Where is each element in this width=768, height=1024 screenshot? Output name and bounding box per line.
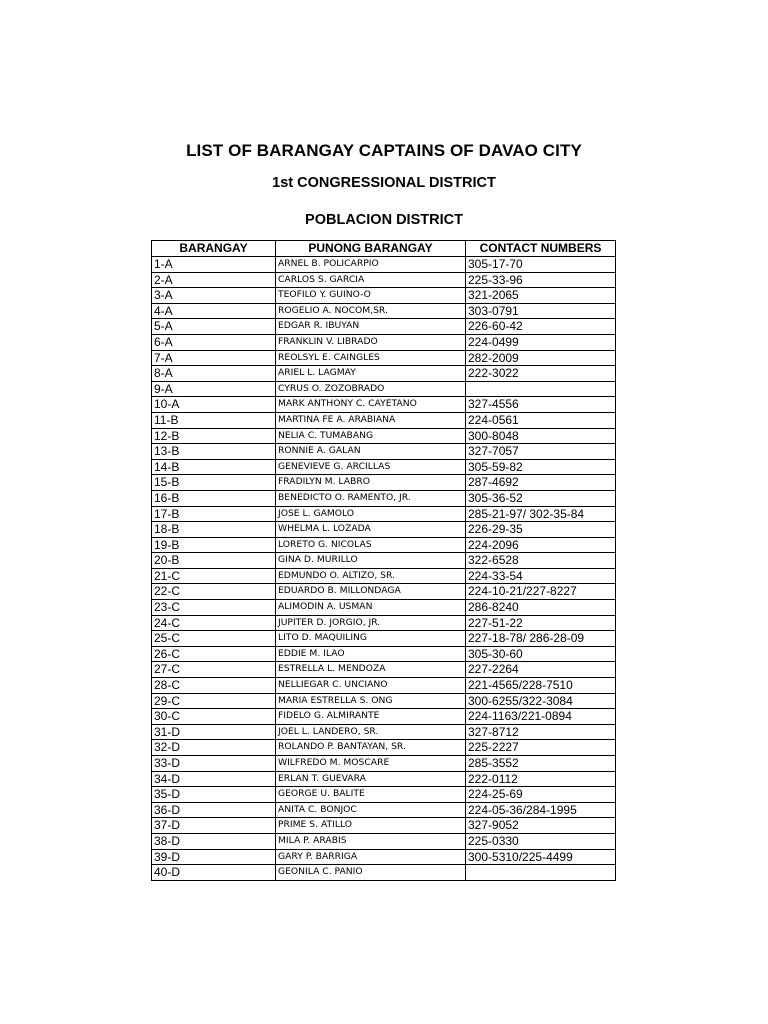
- barangay-cell: 10-A: [152, 397, 276, 413]
- table-row: [152, 537, 616, 553]
- barangay-cell: 1-A: [152, 257, 276, 273]
- punong-barangay-cell: NELLIEGAR C. UNCIANO: [276, 678, 466, 694]
- congressional-district-heading: 1st CONGRESSIONAL DISTRICT: [272, 175, 496, 191]
- table-row: [152, 303, 616, 319]
- punong-barangay-cell: BENEDICTO O. RAMENTO, JR.: [276, 490, 466, 506]
- punong-barangay-cell: ROLANDO P. BANTAYAN, SR.: [276, 740, 466, 756]
- table-row: [152, 444, 616, 460]
- punong-barangay-cell: FRADILYN M. LABRO: [276, 475, 466, 491]
- barangay-captains-table: [151, 240, 616, 881]
- punong-barangay-cell: ERLAN T. GUEVARA: [276, 771, 466, 787]
- table-row: [152, 584, 616, 600]
- barangay-cell: 22-C: [152, 584, 276, 600]
- table-row: [152, 600, 616, 616]
- table-row: [152, 865, 616, 881]
- contact-number-cell: 285-21-97/ 302-35-84: [466, 506, 616, 522]
- barangay-cell: 31-D: [152, 724, 276, 740]
- table-row: [152, 740, 616, 756]
- contact-number-cell: 224-25-69: [466, 787, 616, 803]
- table-body: [152, 257, 616, 881]
- barangay-cell: 4-A: [152, 303, 276, 319]
- barangay-cell: 23-C: [152, 600, 276, 616]
- punong-barangay-cell: FRANKLIN V. LIBRADO: [276, 334, 466, 350]
- punong-barangay-cell: CYRUS O. ZOZOBRADO: [276, 381, 466, 397]
- punong-barangay-cell: TEOFILO Y. GUINO-O: [276, 288, 466, 304]
- contact-number-cell: 285-3552: [466, 756, 616, 772]
- barangay-cell: 6-A: [152, 334, 276, 350]
- table-header-row: [152, 241, 616, 257]
- punong-barangay-cell: ANITA C. BONJOC: [276, 802, 466, 818]
- barangay-cell: 15-B: [152, 475, 276, 491]
- contact-number-cell: 226-60-42: [466, 319, 616, 335]
- barangay-cell: 28-C: [152, 678, 276, 694]
- contact-number-cell: 227-51-22: [466, 615, 616, 631]
- district-heading: POBLACION DISTRICT: [305, 212, 463, 228]
- column-header-contact-numbers: CONTACT NUMBERS: [466, 241, 616, 257]
- table-row: [152, 459, 616, 475]
- contact-number-cell: 224-05-36/284-1995: [466, 802, 616, 818]
- contact-number-cell: 221-4565/228-7510: [466, 678, 616, 694]
- contact-number-cell: 287-4692: [466, 475, 616, 491]
- column-header-punong-barangay: PUNONG BARANGAY: [276, 241, 466, 257]
- punong-barangay-cell: MARK ANTHONY C. CAYETANO: [276, 397, 466, 413]
- punong-barangay-cell: ALIMODIN A. USMAN: [276, 600, 466, 616]
- contact-number-cell: 227-18-78/ 286-28-09: [466, 631, 616, 647]
- contact-number-cell: 321-2065: [466, 288, 616, 304]
- barangay-cell: 16-B: [152, 490, 276, 506]
- punong-barangay-cell: RONNIE A. GALAN: [276, 444, 466, 460]
- column-header-barangay: BARANGAY: [152, 241, 276, 257]
- punong-barangay-cell: FIDELO G. ALMIRANTE: [276, 709, 466, 725]
- barangay-cell: 25-C: [152, 631, 276, 647]
- punong-barangay-cell: PRIME S. ATILLO: [276, 818, 466, 834]
- punong-barangay-cell: WHELMA L. LOZADA: [276, 522, 466, 538]
- table-row: [152, 272, 616, 288]
- table-row: [152, 833, 616, 849]
- table-row: [152, 568, 616, 584]
- contact-number-cell: 327-4556: [466, 397, 616, 413]
- contact-number-cell: 305-36-52: [466, 490, 616, 506]
- punong-barangay-cell: JUPITER D. JORGIO, JR.: [276, 615, 466, 631]
- punong-barangay-cell: GENEVIEVE G. ARCILLAS: [276, 459, 466, 475]
- contact-number-cell: 226-29-35: [466, 522, 616, 538]
- table-row: [152, 678, 616, 694]
- contact-number-cell: 300-6255/322-3084: [466, 693, 616, 709]
- barangay-cell: 35-D: [152, 787, 276, 803]
- document-title: LIST OF BARANGAY CAPTAINS OF DAVAO CITY: [186, 141, 582, 160]
- table-row: [152, 319, 616, 335]
- punong-barangay-cell: MARTINA FE A. ARABIANA: [276, 412, 466, 428]
- punong-barangay-cell: ESTRELLA L. MENDOZA: [276, 662, 466, 678]
- table-row: [152, 475, 616, 491]
- punong-barangay-cell: GARY P. BARRIGA: [276, 849, 466, 865]
- table-row: [152, 646, 616, 662]
- punong-barangay-cell: EDDIE M. ILAO: [276, 646, 466, 662]
- contact-number-cell: 224-2096: [466, 537, 616, 553]
- table-row: [152, 615, 616, 631]
- contact-number-cell: 225-0330: [466, 833, 616, 849]
- contact-number-cell: 322-6528: [466, 553, 616, 569]
- table-row: [152, 334, 616, 350]
- punong-barangay-cell: LORETO G. NICOLAS: [276, 537, 466, 553]
- barangay-cell: 9-A: [152, 381, 276, 397]
- contact-number-cell: 300-8048: [466, 428, 616, 444]
- barangay-cell: 21-C: [152, 568, 276, 584]
- punong-barangay-cell: JOSE L. GAMOLO: [276, 506, 466, 522]
- table-row: [152, 818, 616, 834]
- contact-number-cell: 286-8240: [466, 600, 616, 616]
- contact-number-cell: 227-2264: [466, 662, 616, 678]
- table-row: [152, 412, 616, 428]
- contact-number-cell: 305-17-70: [466, 257, 616, 273]
- contact-number-cell: [466, 381, 616, 397]
- table-row: [152, 662, 616, 678]
- contact-number-cell: 224-1163/221-0894: [466, 709, 616, 725]
- punong-barangay-cell: GEONILA C. PANIO: [276, 865, 466, 881]
- barangay-cell: 34-D: [152, 771, 276, 787]
- table-row: [152, 771, 616, 787]
- table-row: [152, 428, 616, 444]
- table-row: [152, 787, 616, 803]
- table-row: [152, 506, 616, 522]
- contact-number-cell: 224-0561: [466, 412, 616, 428]
- barangay-cell: 8-A: [152, 366, 276, 382]
- punong-barangay-cell: EDGAR R. IBUYAN: [276, 319, 466, 335]
- barangay-cell: 24-C: [152, 615, 276, 631]
- table-row: [152, 288, 616, 304]
- barangay-cell: 27-C: [152, 662, 276, 678]
- contact-number-cell: 222-3022: [466, 366, 616, 382]
- punong-barangay-cell: ROGELIO A. NOCOM,SR.: [276, 303, 466, 319]
- table-row: [152, 553, 616, 569]
- punong-barangay-cell: ARNEL B. POLICARPIO: [276, 257, 466, 273]
- barangay-cell: 5-A: [152, 319, 276, 335]
- barangay-cell: 18-B: [152, 522, 276, 538]
- contact-number-cell: 224-0499: [466, 334, 616, 350]
- barangay-cell: 26-C: [152, 646, 276, 662]
- punong-barangay-cell: NELIA C. TUMABANG: [276, 428, 466, 444]
- table-row: [152, 397, 616, 413]
- punong-barangay-cell: MARIA ESTRELLA S. ONG: [276, 693, 466, 709]
- punong-barangay-cell: GINA D. MURILLO: [276, 553, 466, 569]
- punong-barangay-cell: LITO D. MAQUILING: [276, 631, 466, 647]
- contact-number-cell: 224-33-54: [466, 568, 616, 584]
- barangay-cell: 38-D: [152, 833, 276, 849]
- barangay-cell: 7-A: [152, 350, 276, 366]
- barangay-cell: 17-B: [152, 506, 276, 522]
- punong-barangay-cell: JOEL L. LANDERO, SR.: [276, 724, 466, 740]
- barangay-cell: 39-D: [152, 849, 276, 865]
- contact-number-cell: 305-59-82: [466, 459, 616, 475]
- table-row: [152, 849, 616, 865]
- contact-number-cell: [466, 865, 616, 881]
- contact-number-cell: 225-2227: [466, 740, 616, 756]
- contact-number-cell: 327-7057: [466, 444, 616, 460]
- table-row: [152, 756, 616, 772]
- barangay-cell: 29-C: [152, 693, 276, 709]
- contact-number-cell: 225-33-96: [466, 272, 616, 288]
- barangay-cell: 13-B: [152, 444, 276, 460]
- barangay-cell: 19-B: [152, 537, 276, 553]
- barangay-cell: 14-B: [152, 459, 276, 475]
- contact-number-cell: 282-2009: [466, 350, 616, 366]
- punong-barangay-cell: EDUARDO B. MILLONDAGA: [276, 584, 466, 600]
- contact-number-cell: 222-0112: [466, 771, 616, 787]
- contact-number-cell: 327-8712: [466, 724, 616, 740]
- barangay-cell: 36-D: [152, 802, 276, 818]
- punong-barangay-cell: WILFREDO M. MOSCARE: [276, 756, 466, 772]
- punong-barangay-cell: MILA P. ARABIS: [276, 833, 466, 849]
- barangay-cell: 3-A: [152, 288, 276, 304]
- table-row: [152, 724, 616, 740]
- barangay-cell: 33-D: [152, 756, 276, 772]
- barangay-cell: 20-B: [152, 553, 276, 569]
- table-row: [152, 802, 616, 818]
- punong-barangay-cell: EDMUNDO O. ALTIZO, SR.: [276, 568, 466, 584]
- table-row: [152, 490, 616, 506]
- table-row: [152, 381, 616, 397]
- barangay-cell: 12-B: [152, 428, 276, 444]
- barangay-cell: 11-B: [152, 412, 276, 428]
- table-row: [152, 350, 616, 366]
- contact-number-cell: 327-9052: [466, 818, 616, 834]
- barangay-cell: 30-C: [152, 709, 276, 725]
- punong-barangay-cell: REOLSYL E. CAINGLES: [276, 350, 466, 366]
- table-row: [152, 366, 616, 382]
- contact-number-cell: 303-0791: [466, 303, 616, 319]
- barangay-cell: 32-D: [152, 740, 276, 756]
- contact-number-cell: 305-30-60: [466, 646, 616, 662]
- table-row: [152, 631, 616, 647]
- contact-number-cell: 300-5310/225-4499: [466, 849, 616, 865]
- barangay-cell: 2-A: [152, 272, 276, 288]
- punong-barangay-cell: GEORGE U. BALITE: [276, 787, 466, 803]
- barangay-cell: 37-D: [152, 818, 276, 834]
- barangay-cell: 40-D: [152, 865, 276, 881]
- table-row: [152, 709, 616, 725]
- table-row: [152, 522, 616, 538]
- punong-barangay-cell: ARIEL L. LAGMAY: [276, 366, 466, 382]
- punong-barangay-cell: CARLOS S. GARCIA: [276, 272, 466, 288]
- contact-number-cell: 224-10-21/227-8227: [466, 584, 616, 600]
- table-row: [152, 257, 616, 273]
- table-row: [152, 693, 616, 709]
